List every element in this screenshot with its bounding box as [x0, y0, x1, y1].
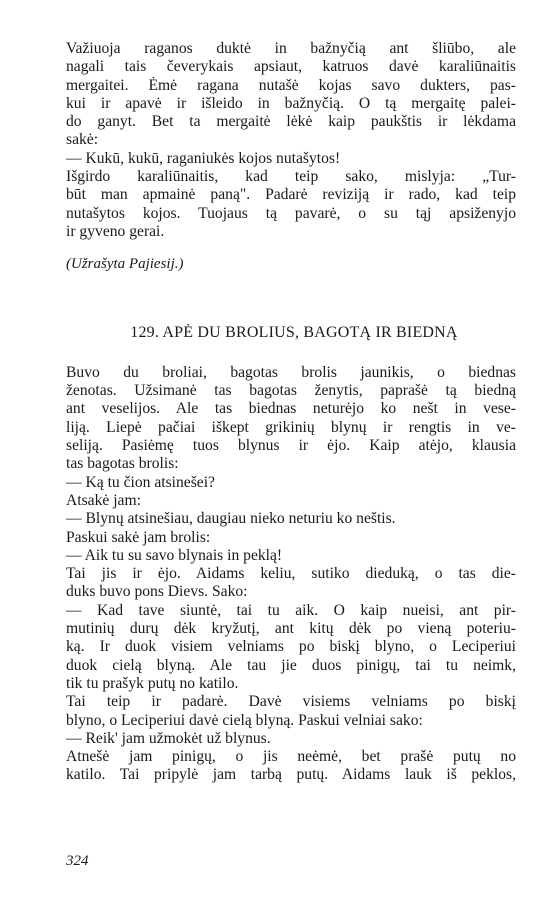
text-line: liją. Liepė pačiai iškept grikinių blynų ir rengtis in ve- — [66, 418, 516, 436]
text-line: Buvo du broliai, bagotas brolis jaunikis, o biednas — [66, 363, 516, 381]
story-heading: 129. APĖ DU BROLIUS, BAGOTĄ IR BIEDNĄ — [130, 323, 458, 341]
paragraph — [66, 168, 516, 241]
text-line: ženotas. Užsimanė tas bagotas ženytis, paprašė tą biedną — [66, 382, 516, 400]
text-line: tik tu prašyk putų no katilo. — [66, 674, 239, 692]
text-line: do ganyt. Bet ta mergaitė lėkė kaip paukštis ir lėkdama — [66, 113, 516, 131]
text-line: Paskui sakė jam brolis: — [66, 528, 211, 546]
text-line: ant veselijos. Ale tas biednas neturėjo ko nešt in vese- — [66, 400, 516, 418]
text-line: sakė: — [66, 131, 99, 149]
text-line: — Ką tu čion atsinešei? — [66, 473, 215, 491]
page-number: 324 — [66, 853, 89, 869]
paragraph — [66, 150, 516, 168]
paragraph — [66, 474, 516, 492]
text-line: duks buvo pons Dievs. Sako: — [66, 583, 248, 601]
text-line: ir gyveno gerai. — [66, 222, 165, 240]
text-line: tas bagotas brolis: — [66, 455, 179, 473]
paragraph — [66, 492, 516, 510]
paragraph — [66, 693, 516, 730]
text-line: mergaitei. Ėmė ragana nutašė kojas savo dukters, pas- — [66, 76, 516, 94]
book-page — [66, 40, 516, 785]
text-line: nutašytos kojos. Tuojaus tą pavarė, o su tąj apsiženyjo — [66, 204, 516, 222]
text-line: kui ir apavė ir išleido in bažnyčią. O tą mergaitę palei- — [66, 94, 516, 112]
text-line: duok cielą blyną. Ale tau jie duos pinigų, tai tu neimk, — [66, 656, 516, 674]
paragraph — [66, 547, 516, 565]
text-line: Važiuoja raganos duktė in bažnyčią ant šliūbo, ale — [66, 40, 516, 57]
paragraph — [66, 565, 516, 602]
paragraph — [66, 602, 516, 693]
text-line: — Blynų atsinešiau, daugiau nieko neturiu ko neštis. — [66, 510, 396, 528]
paragraph — [66, 40, 516, 150]
text-line: — Kukū, kukū, raganiukės kojos nutašytos! — [66, 149, 341, 167]
text-line: būt man apmainė paną". Padarė reviziją ir rado, kad teip — [66, 186, 516, 204]
text-line: blyno, o Leciperiui davė cielą blyną. Paskui velniai sako: — [66, 711, 423, 729]
text-line: nagali tais čeverykais apsiaut, katruos davė karaliūnaitis — [66, 58, 516, 76]
paragraph — [66, 730, 516, 748]
text-line: Atsakė jam: — [66, 491, 141, 509]
text-line: — Aik tu su savo blynais in peklą! — [66, 546, 283, 564]
paragraph — [66, 364, 516, 474]
text-line: mutinių durų dėk kryžutį, ant kitų dėk po vieną poteriu- — [66, 620, 516, 638]
text-line: seliją. Pasiėmę tuos blynus ir ėjo. Kaip atėjo, klausia — [66, 437, 516, 455]
paragraph — [66, 748, 516, 785]
text-line: Atnešė jam pinigų, o jis neėmė, bet prašė putų no — [66, 748, 516, 766]
text-line: Išgirdo karaliūnaitis, kad teip sako, mislyja: „Tur- — [66, 168, 516, 186]
story-ending — [66, 40, 516, 241]
paragraph — [66, 529, 516, 547]
text-line: — Kad tave siuntė, tai tu aik. O kaip nueisi, ant pir- — [66, 601, 516, 619]
source-note: (Užrašyta Pajiesij.) — [66, 256, 184, 273]
story-body — [66, 364, 516, 785]
text-line: Tai teip ir padarė. Davė visiems velniams po biskį — [66, 693, 516, 711]
text-line: katilo. Tai pripylė jam tarbą putų. Aidams lauk iš peklos, — [66, 766, 516, 784]
text-line: ką. Ir duok visiem velniams po biskį blyno, o Leciperiui — [66, 638, 516, 656]
text-line: — Reik' jam užmokėt už blynus. — [66, 729, 271, 747]
paragraph — [66, 510, 516, 528]
text-line: Tai jis ir ėjo. Aidams keliu, sutiko dieduką, o tas die- — [66, 565, 516, 583]
